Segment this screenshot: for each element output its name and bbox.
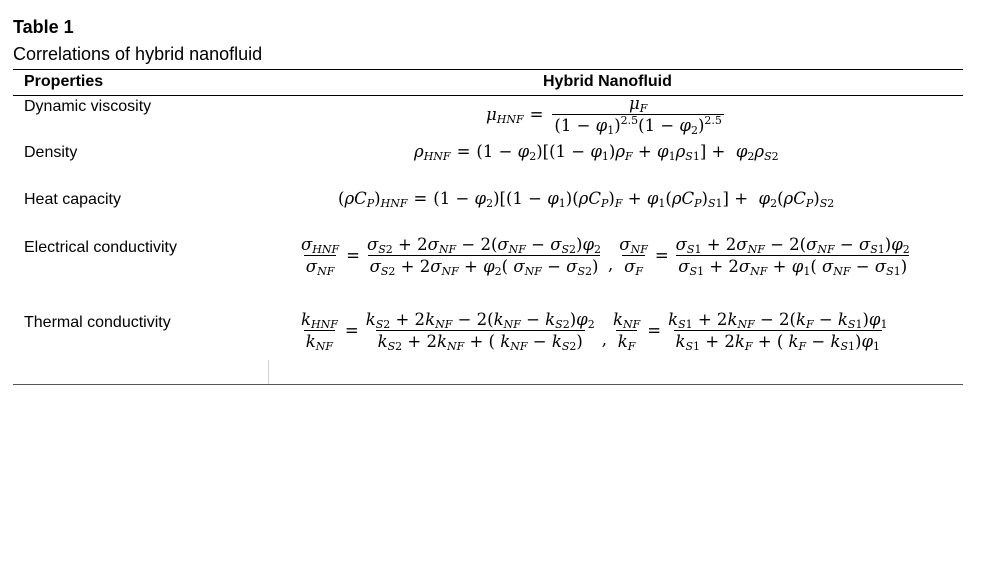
property-heat-capacity: Heat capacity [24, 191, 121, 208]
formula-thermal-conductivity: $\frac{k_{HNF}}{k_{NF}}$ = $\frac{k_{S2} + 2k_{NF} - 2(k_{NF} - k_{S2})\varphi_2}{k_{S2} + 2k_{NF} + ( k_{NF} - k_{S2})}$ , $\frac{k_{NF}}{k_F}$ = $\frac{k_{S1} + 2k_{NF} - 2(k_F - k_{S1})\varphi_1}{k_{S1} + 2k_F + ( k_F - k_{S1})\varphi_1}$ [301, 310, 888, 353]
property-density: Density [24, 144, 78, 161]
property-dynamic-viscosity: Dynamic viscosity [24, 98, 152, 115]
column-divider [268, 360, 269, 384]
table-title: Table 1 [13, 17, 74, 37]
property-thermal-conductivity: Thermal conductivity [24, 314, 171, 331]
table-caption: Correlations of hybrid nanofluid [13, 44, 263, 64]
bottom-rule [13, 384, 963, 385]
header-properties: Properties [24, 73, 104, 90]
formula-electrical-conductivity: $\frac{\sigma_{HNF}}{\sigma_{NF}}$ = $\frac{\sigma_{S2} + 2\sigma_{NF} - 2(\sigma_{NF} - \sigma_{S2})\varphi_2}{\sigma_{S2} + 2\sigma_{NF} + \varphi_2( \sigma_{NF} - \sigma_{S2})}$ , $\frac{\sigma_{NF}}{\sigma_F}$ = $\frac{\sigma_{S1} + 2\sigma_{NF} - 2(\sigma_{NF} - \sigma_{S1})\varphi_2}{\sigma_{S1} + 2\sigma_{NF} + \varphi_1( \sigma_{NF} - \sigma_{S1})}$ [301, 235, 910, 278]
top-rule [13, 69, 963, 70]
formula-heat-capacity: $(\rho C_P)_{HNF}$ = $(1 - \varphi_2)[(1 - \varphi_1)(\rho C_P)_F + \varphi_1(\rho C_P)_{S1}] + \varphi_2(\rho C_P)_{S2}$ [338, 189, 835, 210]
formula-density: $\rho_{HNF}$ = $(1 - \varphi_2)[(1 - \varphi_1)\rho_F + \varphi_1\rho_{S1}] + \varphi_2\rho_{S2}$ [414, 142, 779, 163]
property-electrical-conductivity: Electrical conductivity [24, 239, 177, 256]
header-hybrid-nanofluid: Hybrid Nanofluid [543, 73, 672, 90]
formula-dynamic-viscosity: $\mu_{HNF}$ = $\frac{\mu_F}{(1 - \varphi_1)^{2.5}(1 - \varphi_2)^{2.5}}$ [486, 94, 722, 137]
